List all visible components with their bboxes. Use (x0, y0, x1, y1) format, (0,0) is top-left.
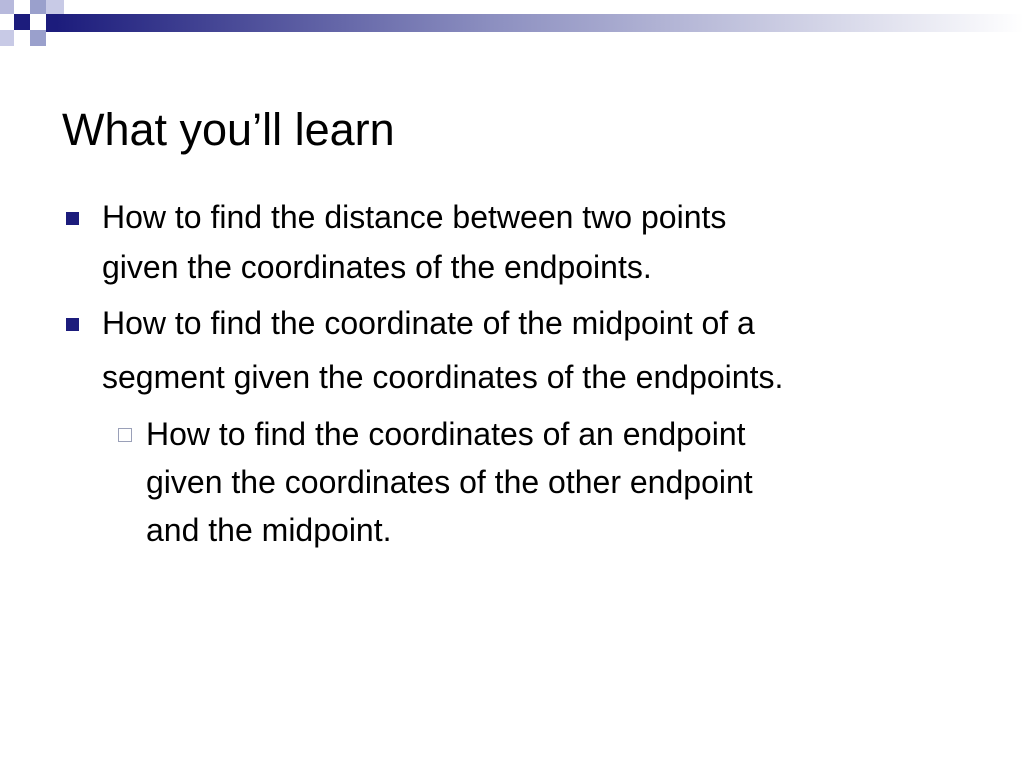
bullet-line: given the coordinates of the other endpoint (146, 464, 753, 500)
filled-square-bullet-icon (66, 212, 79, 225)
bullet-line: How to find the distance between two points (102, 199, 727, 235)
bullet-line: given the coordinates of the endpoints. (102, 249, 652, 285)
filled-square-bullet-icon (66, 318, 79, 331)
slide-title: What you’ll learn (62, 104, 395, 155)
bullet-line: and the midpoint. (146, 512, 392, 548)
bullet-line: segment given the coordinates of the endpoints. (102, 359, 784, 395)
hollow-square-bullet-icon (118, 428, 132, 442)
bullet-line: How to find the coordinate of the midpoint of a (102, 305, 755, 341)
bullet-line: How to find the coordinates of an endpoint (146, 416, 746, 452)
